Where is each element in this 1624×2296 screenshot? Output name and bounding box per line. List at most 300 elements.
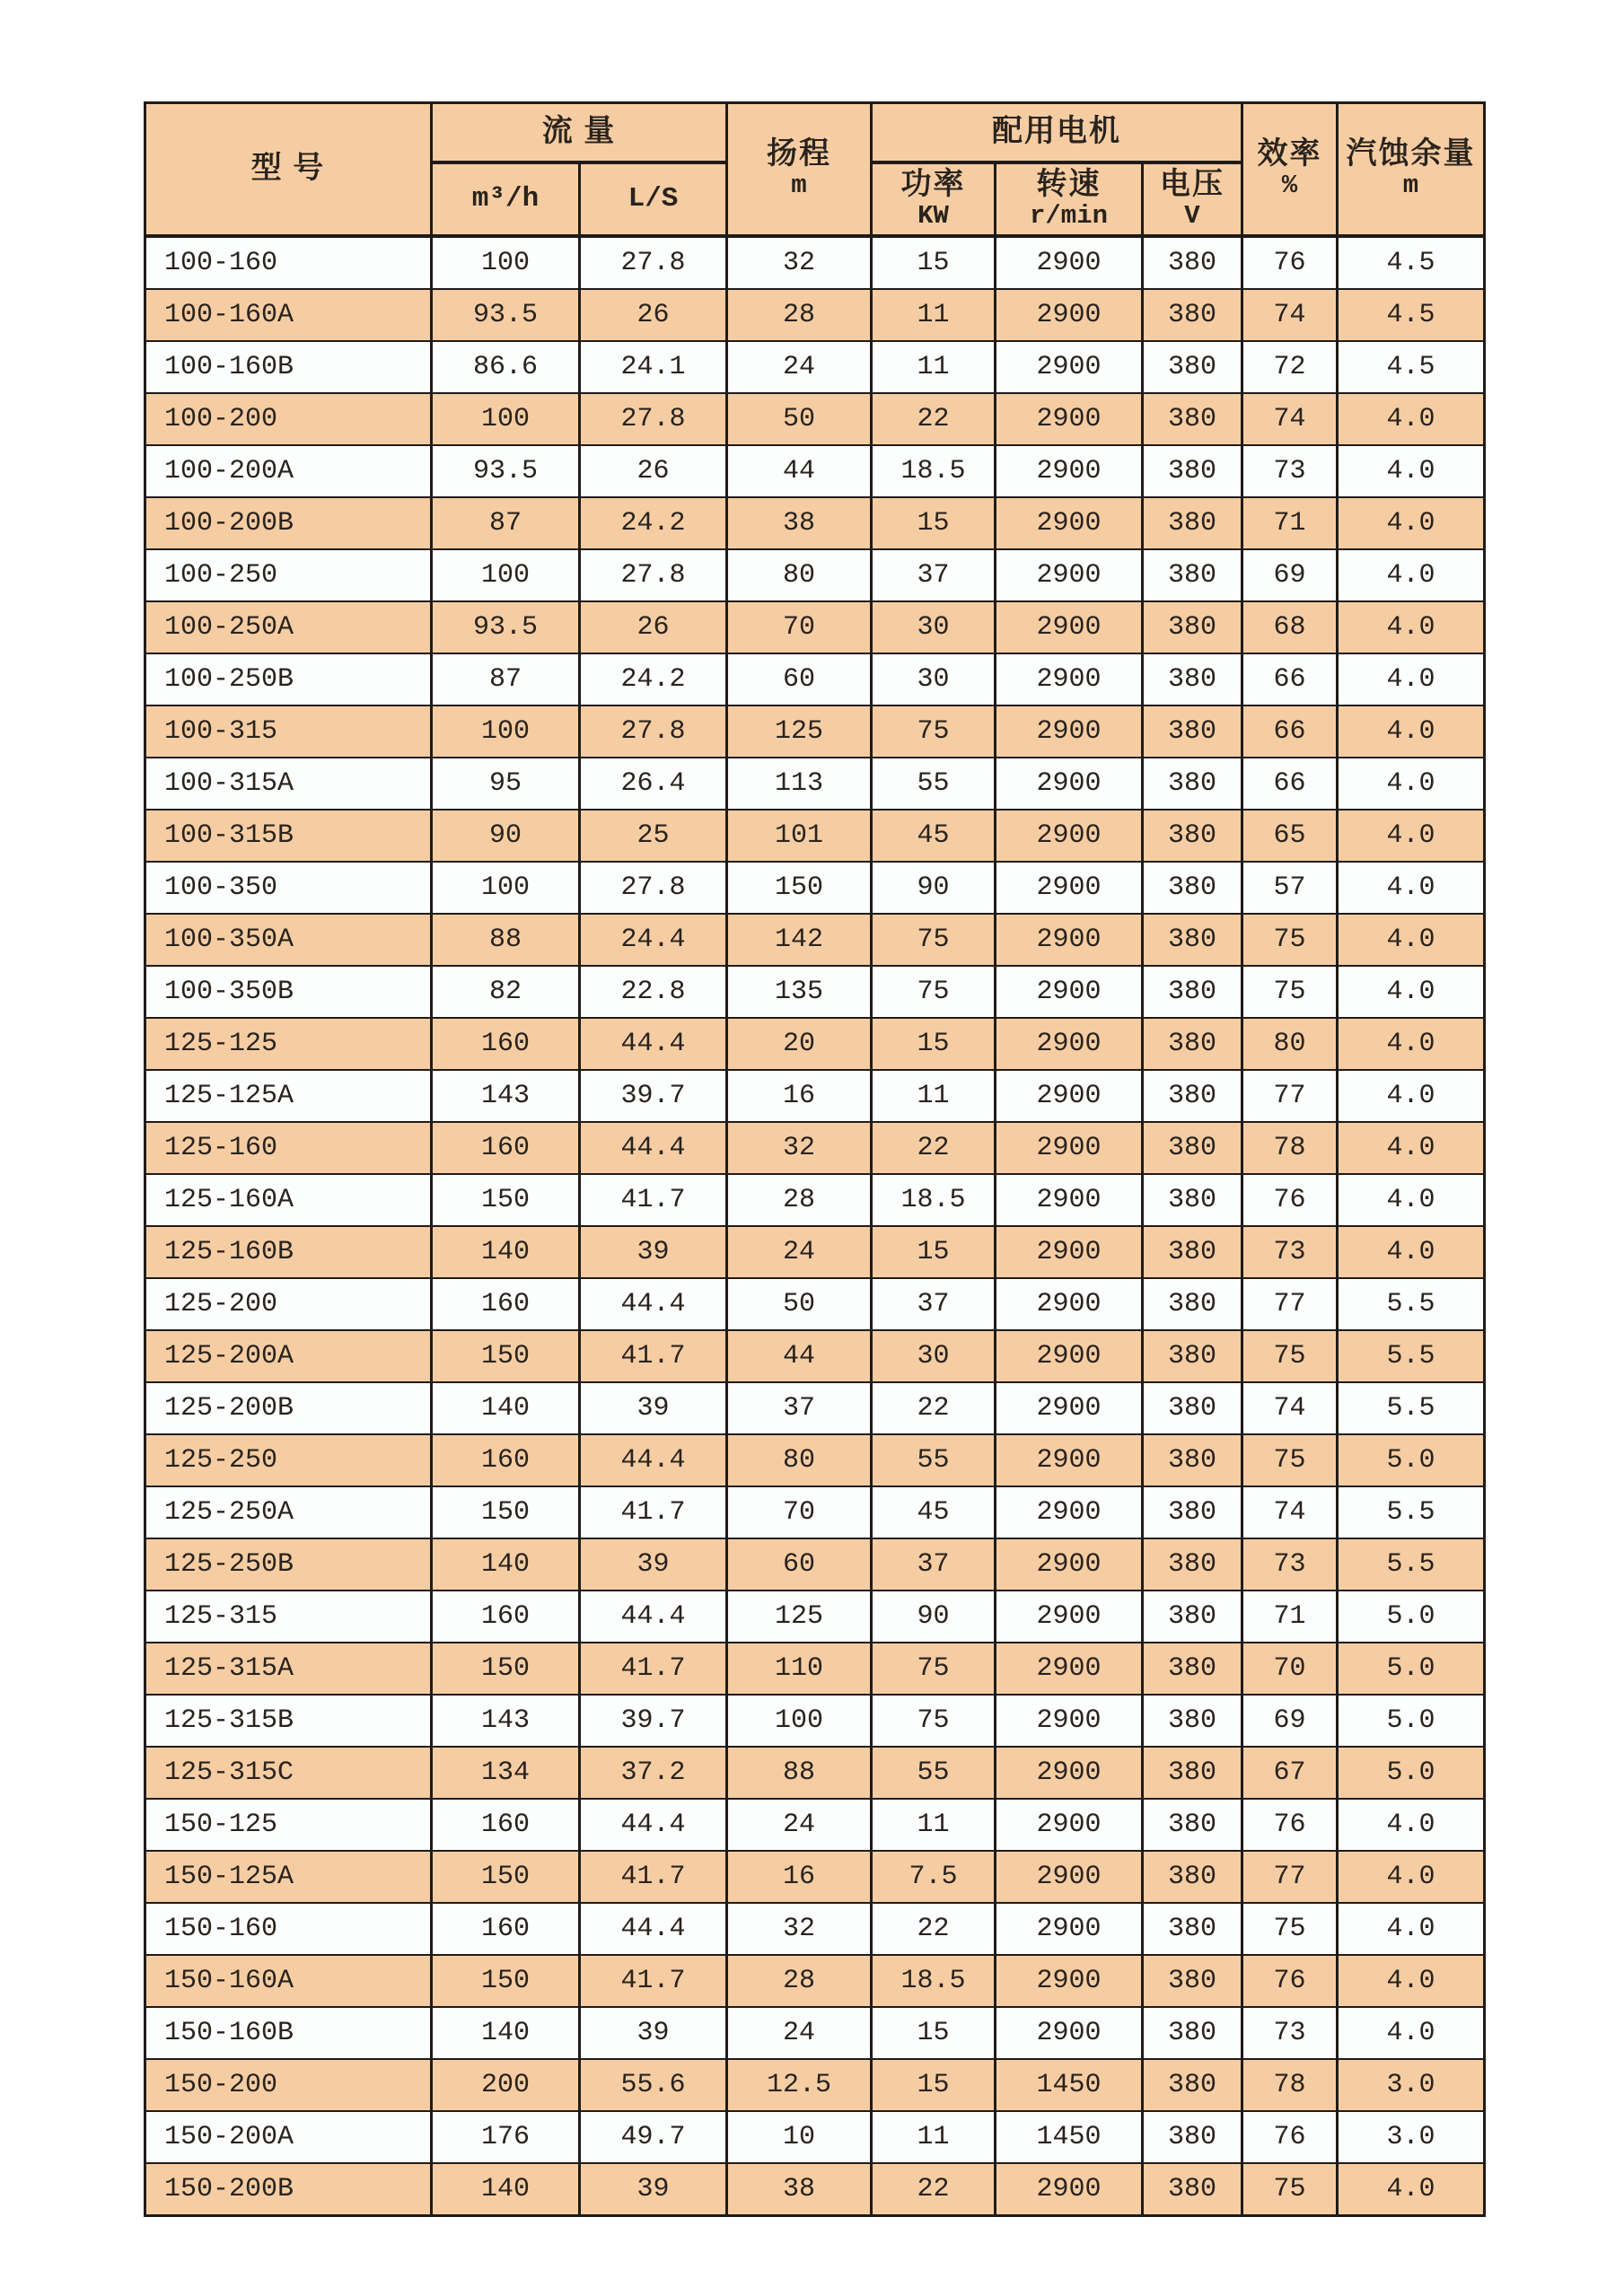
value-cell: 160 bbox=[432, 1122, 580, 1174]
value-cell: 135 bbox=[727, 966, 872, 1018]
value-cell: 150 bbox=[432, 1955, 580, 2007]
value-cell: 60 bbox=[727, 1538, 872, 1591]
value-cell: 32 bbox=[727, 1122, 872, 1174]
head-unit-label: m bbox=[791, 171, 807, 201]
value-cell: 2900 bbox=[996, 1903, 1143, 1955]
value-cell: 380 bbox=[1143, 1330, 1242, 1382]
value-cell: 380 bbox=[1143, 236, 1242, 289]
model-cell: 125-200A bbox=[145, 1330, 432, 1382]
model-cell: 125-160B bbox=[145, 1226, 432, 1278]
table-row bbox=[145, 341, 1485, 393]
value-cell: 150 bbox=[432, 1174, 580, 1226]
model-cell: 125-315C bbox=[145, 1747, 432, 1799]
value-cell: 49.7 bbox=[580, 2111, 727, 2163]
value-cell: 65 bbox=[1242, 810, 1338, 862]
model-cell: 100-250 bbox=[145, 549, 432, 601]
value-cell: 1450 bbox=[996, 2059, 1143, 2111]
value-cell: 41.7 bbox=[580, 1851, 727, 1903]
value-cell: 37 bbox=[872, 549, 996, 601]
value-cell: 39 bbox=[580, 1382, 727, 1434]
value-cell: 28 bbox=[727, 289, 872, 341]
value-cell: 50 bbox=[727, 393, 872, 445]
value-cell: 22.8 bbox=[580, 966, 727, 1018]
value-cell: 4.5 bbox=[1338, 289, 1485, 341]
value-cell: 143 bbox=[432, 1070, 580, 1122]
value-cell: 2900 bbox=[996, 497, 1143, 549]
value-cell: 37 bbox=[872, 1278, 996, 1330]
voltage-label: 电压 bbox=[1160, 167, 1225, 201]
value-cell: 70 bbox=[727, 1486, 872, 1538]
value-cell: 22 bbox=[872, 1903, 996, 1955]
table-row bbox=[145, 1226, 1485, 1278]
value-cell: 4.0 bbox=[1338, 862, 1485, 914]
value-cell: 24.2 bbox=[580, 653, 727, 705]
value-cell: 76 bbox=[1242, 1174, 1338, 1226]
model-cell: 125-200 bbox=[145, 1278, 432, 1330]
value-cell: 2900 bbox=[996, 862, 1143, 914]
value-cell: 2900 bbox=[996, 1122, 1143, 1174]
value-cell: 68 bbox=[1242, 601, 1338, 653]
value-cell: 70 bbox=[727, 601, 872, 653]
value-cell: 4.0 bbox=[1338, 966, 1485, 1018]
model-cell: 150-125 bbox=[145, 1799, 432, 1851]
value-cell: 75 bbox=[1242, 1434, 1338, 1486]
value-cell: 69 bbox=[1242, 549, 1338, 601]
value-cell: 160 bbox=[432, 1434, 580, 1486]
value-cell: 74 bbox=[1242, 1486, 1338, 1538]
value-cell: 16 bbox=[727, 1070, 872, 1122]
table-row bbox=[145, 1174, 1485, 1226]
value-cell: 72 bbox=[1242, 341, 1338, 393]
model-cell: 100-200B bbox=[145, 497, 432, 549]
value-cell: 2900 bbox=[996, 1591, 1143, 1643]
value-cell: 26 bbox=[580, 601, 727, 653]
value-cell: 380 bbox=[1143, 810, 1242, 862]
value-cell: 176 bbox=[432, 2111, 580, 2163]
value-cell: 380 bbox=[1143, 862, 1242, 914]
value-cell: 380 bbox=[1143, 758, 1242, 810]
value-cell: 80 bbox=[1242, 1018, 1338, 1070]
model-cell: 100-200 bbox=[145, 393, 432, 445]
value-cell: 60 bbox=[727, 653, 872, 705]
value-cell: 90 bbox=[872, 862, 996, 914]
model-cell: 125-315 bbox=[145, 1591, 432, 1643]
model-cell: 100-160A bbox=[145, 289, 432, 341]
model-cell: 100-250A bbox=[145, 601, 432, 653]
value-cell: 380 bbox=[1143, 1955, 1242, 2007]
head-label: 扬程 bbox=[767, 137, 831, 171]
value-cell: 2900 bbox=[996, 549, 1143, 601]
value-cell: 32 bbox=[727, 1903, 872, 1955]
value-cell: 75 bbox=[872, 914, 996, 966]
value-cell: 39.7 bbox=[580, 1070, 727, 1122]
value-cell: 4.0 bbox=[1338, 1903, 1485, 1955]
value-cell: 2900 bbox=[996, 445, 1143, 497]
value-cell: 86.6 bbox=[432, 341, 580, 393]
value-cell: 160 bbox=[432, 1018, 580, 1070]
table-row bbox=[145, 1382, 1485, 1434]
value-cell: 380 bbox=[1143, 445, 1242, 497]
model-cell: 100-350A bbox=[145, 914, 432, 966]
model-cell: 100-160 bbox=[145, 236, 432, 289]
model-cell: 100-350 bbox=[145, 862, 432, 914]
efficiency-unit-label: % bbox=[1281, 171, 1298, 201]
table-row bbox=[145, 393, 1485, 445]
speed-unit-label: r/min bbox=[1029, 200, 1108, 231]
table-row bbox=[145, 236, 1485, 289]
value-cell: 39 bbox=[580, 2007, 727, 2059]
table-row bbox=[145, 2111, 1485, 2163]
value-cell: 88 bbox=[432, 914, 580, 966]
value-cell: 140 bbox=[432, 1226, 580, 1278]
value-cell: 27.8 bbox=[580, 549, 727, 601]
speed-label: 转速 bbox=[1036, 167, 1102, 201]
value-cell: 28 bbox=[727, 1955, 872, 2007]
table-row bbox=[145, 810, 1485, 862]
value-cell: 380 bbox=[1143, 914, 1242, 966]
value-cell: 4.0 bbox=[1338, 653, 1485, 705]
value-cell: 44.4 bbox=[580, 1122, 727, 1174]
table-row bbox=[145, 1486, 1485, 1538]
value-cell: 2900 bbox=[996, 810, 1143, 862]
value-cell: 2900 bbox=[996, 2007, 1143, 2059]
value-cell: 3.0 bbox=[1338, 2059, 1485, 2111]
value-cell: 24.1 bbox=[580, 341, 727, 393]
value-cell: 4.0 bbox=[1338, 1226, 1485, 1278]
efficiency-label: 效率 bbox=[1257, 137, 1322, 171]
model-cell: 150-200A bbox=[145, 2111, 432, 2163]
value-cell: 160 bbox=[432, 1903, 580, 1955]
model-cell: 100-250B bbox=[145, 653, 432, 705]
value-cell: 380 bbox=[1143, 1903, 1242, 1955]
col-header-power bbox=[872, 162, 996, 236]
col-header-flow-ls bbox=[580, 162, 727, 236]
table-row bbox=[145, 705, 1485, 758]
value-cell: 12.5 bbox=[727, 2059, 872, 2111]
value-cell: 15 bbox=[872, 2059, 996, 2111]
model-cell: 125-125 bbox=[145, 1018, 432, 1070]
model-cell: 125-250 bbox=[145, 1434, 432, 1486]
value-cell: 150 bbox=[432, 1851, 580, 1903]
value-cell: 41.7 bbox=[580, 1486, 727, 1538]
table-row bbox=[145, 549, 1485, 601]
value-cell: 67 bbox=[1242, 1747, 1338, 1799]
value-cell: 380 bbox=[1143, 1174, 1242, 1226]
value-cell: 11 bbox=[872, 2111, 996, 2163]
value-cell: 82 bbox=[432, 966, 580, 1018]
value-cell: 75 bbox=[872, 966, 996, 1018]
value-cell: 380 bbox=[1143, 341, 1242, 393]
model-cell: 100-160B bbox=[145, 341, 432, 393]
value-cell: 380 bbox=[1143, 497, 1242, 549]
model-cell: 150-160 bbox=[145, 1903, 432, 1955]
value-cell: 380 bbox=[1143, 1226, 1242, 1278]
value-cell: 24.2 bbox=[580, 497, 727, 549]
table-row bbox=[145, 1591, 1485, 1643]
value-cell: 380 bbox=[1143, 2059, 1242, 2111]
value-cell: 66 bbox=[1242, 758, 1338, 810]
value-cell: 28 bbox=[727, 1174, 872, 1226]
value-cell: 44.4 bbox=[580, 1591, 727, 1643]
power-unit-label: KW bbox=[917, 200, 949, 231]
value-cell: 44.4 bbox=[580, 1278, 727, 1330]
table-row bbox=[145, 966, 1485, 1018]
value-cell: 90 bbox=[432, 810, 580, 862]
value-cell: 39.7 bbox=[580, 1695, 727, 1747]
value-cell: 2900 bbox=[996, 601, 1143, 653]
value-cell: 2900 bbox=[996, 1330, 1143, 1382]
table-row bbox=[145, 1122, 1485, 1174]
value-cell: 4.0 bbox=[1338, 497, 1485, 549]
model-cell: 125-250B bbox=[145, 1538, 432, 1591]
value-cell: 140 bbox=[432, 1382, 580, 1434]
model-cell: 125-315B bbox=[145, 1695, 432, 1747]
value-cell: 4.0 bbox=[1338, 1955, 1485, 2007]
value-cell: 25 bbox=[580, 810, 727, 862]
value-cell: 77 bbox=[1242, 1070, 1338, 1122]
value-cell: 24 bbox=[727, 341, 872, 393]
table-row bbox=[145, 2059, 1485, 2111]
value-cell: 380 bbox=[1143, 1695, 1242, 1747]
value-cell: 69 bbox=[1242, 1695, 1338, 1747]
value-cell: 100 bbox=[432, 862, 580, 914]
value-cell: 380 bbox=[1143, 966, 1242, 1018]
value-cell: 26 bbox=[580, 289, 727, 341]
value-cell: 2900 bbox=[996, 341, 1143, 393]
value-cell: 4.0 bbox=[1338, 1018, 1485, 1070]
value-cell: 39 bbox=[580, 2163, 727, 2216]
model-cell: 100-315B bbox=[145, 810, 432, 862]
value-cell: 16 bbox=[727, 1851, 872, 1903]
value-cell: 76 bbox=[1242, 2111, 1338, 2163]
npsh-unit-label: m bbox=[1402, 171, 1419, 201]
value-cell: 113 bbox=[727, 758, 872, 810]
value-cell: 11 bbox=[872, 1799, 996, 1851]
pump-spec-table bbox=[144, 101, 1486, 2217]
npsh-label: 汽蚀余量 bbox=[1346, 137, 1476, 171]
model-cell: 125-315A bbox=[145, 1643, 432, 1695]
value-cell: 150 bbox=[432, 1643, 580, 1695]
power-label: 功率 bbox=[900, 167, 966, 201]
value-cell: 77 bbox=[1242, 1851, 1338, 1903]
col-header-model bbox=[145, 103, 432, 237]
value-cell: 57 bbox=[1242, 862, 1338, 914]
value-cell: 37 bbox=[727, 1382, 872, 1434]
value-cell: 5.5 bbox=[1338, 1278, 1485, 1330]
value-cell: 380 bbox=[1143, 705, 1242, 758]
value-cell: 160 bbox=[432, 1799, 580, 1851]
value-cell: 2900 bbox=[996, 914, 1143, 966]
value-cell: 93.5 bbox=[432, 289, 580, 341]
value-cell: 24 bbox=[727, 1226, 872, 1278]
model-cell: 125-250A bbox=[145, 1486, 432, 1538]
model-cell: 150-160B bbox=[145, 2007, 432, 2059]
value-cell: 75 bbox=[1242, 1903, 1338, 1955]
value-cell: 2900 bbox=[996, 1278, 1143, 1330]
value-cell: 71 bbox=[1242, 497, 1338, 549]
value-cell: 90 bbox=[872, 1591, 996, 1643]
value-cell: 2900 bbox=[996, 393, 1143, 445]
value-cell: 27.8 bbox=[580, 236, 727, 289]
value-cell: 75 bbox=[1242, 966, 1338, 1018]
value-cell: 5.5 bbox=[1338, 1330, 1485, 1382]
table-row bbox=[145, 1799, 1485, 1851]
value-cell: 4.0 bbox=[1338, 393, 1485, 445]
value-cell: 125 bbox=[727, 705, 872, 758]
table-row bbox=[145, 1643, 1485, 1695]
value-cell: 380 bbox=[1143, 1278, 1242, 1330]
value-cell: 88 bbox=[727, 1747, 872, 1799]
value-cell: 75 bbox=[872, 1695, 996, 1747]
value-cell: 380 bbox=[1143, 1018, 1242, 1070]
table-row bbox=[145, 2007, 1485, 2059]
value-cell: 5.0 bbox=[1338, 1643, 1485, 1695]
value-cell: 27.8 bbox=[580, 862, 727, 914]
value-cell: 30 bbox=[872, 601, 996, 653]
value-cell: 380 bbox=[1143, 1434, 1242, 1486]
value-cell: 11 bbox=[872, 341, 996, 393]
table-row bbox=[145, 601, 1485, 653]
table-row bbox=[145, 1851, 1485, 1903]
value-cell: 4.5 bbox=[1338, 236, 1485, 289]
value-cell: 380 bbox=[1143, 289, 1242, 341]
table-row bbox=[145, 1955, 1485, 2007]
model-cell: 125-160 bbox=[145, 1122, 432, 1174]
value-cell: 44.4 bbox=[580, 1434, 727, 1486]
value-cell: 4.0 bbox=[1338, 810, 1485, 862]
value-cell: 2900 bbox=[996, 1538, 1143, 1591]
value-cell: 78 bbox=[1242, 2059, 1338, 2111]
value-cell: 39 bbox=[580, 1226, 727, 1278]
table-row bbox=[145, 653, 1485, 705]
value-cell: 73 bbox=[1242, 1226, 1338, 1278]
value-cell: 73 bbox=[1242, 445, 1338, 497]
value-cell: 100 bbox=[727, 1695, 872, 1747]
col-header-npsh bbox=[1338, 103, 1485, 237]
value-cell: 74 bbox=[1242, 289, 1338, 341]
table-row bbox=[145, 1695, 1485, 1747]
value-cell: 27.8 bbox=[580, 393, 727, 445]
value-cell: 38 bbox=[727, 497, 872, 549]
value-cell: 24 bbox=[727, 2007, 872, 2059]
table-row bbox=[145, 862, 1485, 914]
col-header-speed bbox=[996, 162, 1143, 236]
value-cell: 5.0 bbox=[1338, 1434, 1485, 1486]
value-cell: 75 bbox=[872, 1643, 996, 1695]
value-cell: 44.4 bbox=[580, 1903, 727, 1955]
value-cell: 1450 bbox=[996, 2111, 1143, 2163]
value-cell: 4.0 bbox=[1338, 2163, 1485, 2216]
table-row bbox=[145, 758, 1485, 810]
value-cell: 75 bbox=[872, 705, 996, 758]
value-cell: 45 bbox=[872, 810, 996, 862]
value-cell: 101 bbox=[727, 810, 872, 862]
value-cell: 87 bbox=[432, 497, 580, 549]
value-cell: 44 bbox=[727, 445, 872, 497]
value-cell: 4.0 bbox=[1338, 914, 1485, 966]
value-cell: 55 bbox=[872, 1747, 996, 1799]
value-cell: 380 bbox=[1143, 2163, 1242, 2216]
value-cell: 5.0 bbox=[1338, 1747, 1485, 1799]
table-row bbox=[145, 1747, 1485, 1799]
flow-m3h-label: m³/h bbox=[471, 182, 540, 215]
value-cell: 110 bbox=[727, 1643, 872, 1695]
value-cell: 4.0 bbox=[1338, 445, 1485, 497]
table-row bbox=[145, 1434, 1485, 1486]
table-row bbox=[145, 445, 1485, 497]
value-cell: 80 bbox=[727, 1434, 872, 1486]
value-cell: 150 bbox=[432, 1330, 580, 1382]
value-cell: 27.8 bbox=[580, 705, 727, 758]
value-cell: 22 bbox=[872, 1122, 996, 1174]
value-cell: 100 bbox=[432, 549, 580, 601]
value-cell: 15 bbox=[872, 1226, 996, 1278]
value-cell: 100 bbox=[432, 236, 580, 289]
table-row bbox=[145, 497, 1485, 549]
value-cell: 18.5 bbox=[872, 1174, 996, 1226]
table-body bbox=[145, 236, 1485, 2216]
value-cell: 5.0 bbox=[1338, 1591, 1485, 1643]
col-header-voltage bbox=[1143, 162, 1242, 236]
value-cell: 95 bbox=[432, 758, 580, 810]
value-cell: 140 bbox=[432, 2163, 580, 2216]
value-cell: 4.0 bbox=[1338, 2007, 1485, 2059]
value-cell: 380 bbox=[1143, 2007, 1242, 2059]
value-cell: 380 bbox=[1143, 653, 1242, 705]
value-cell: 380 bbox=[1143, 1851, 1242, 1903]
value-cell: 5.0 bbox=[1338, 1695, 1485, 1747]
value-cell: 380 bbox=[1143, 1591, 1242, 1643]
value-cell: 93.5 bbox=[432, 445, 580, 497]
col-header-flow-m3h bbox=[432, 162, 580, 236]
value-cell: 2900 bbox=[996, 236, 1143, 289]
value-cell: 380 bbox=[1143, 1538, 1242, 1591]
value-cell: 93.5 bbox=[432, 601, 580, 653]
value-cell: 3.0 bbox=[1338, 2111, 1485, 2163]
value-cell: 75 bbox=[1242, 2163, 1338, 2216]
value-cell: 76 bbox=[1242, 236, 1338, 289]
motor-label: 配用电机 bbox=[992, 115, 1121, 149]
value-cell: 380 bbox=[1143, 1382, 1242, 1434]
value-cell: 41.7 bbox=[580, 1174, 727, 1226]
value-cell: 22 bbox=[872, 393, 996, 445]
model-label: 型 号 bbox=[250, 152, 326, 186]
value-cell: 2900 bbox=[996, 1382, 1143, 1434]
value-cell: 380 bbox=[1143, 601, 1242, 653]
col-header-head bbox=[727, 103, 872, 237]
value-cell: 2900 bbox=[996, 966, 1143, 1018]
value-cell: 2900 bbox=[996, 1226, 1143, 1278]
value-cell: 2900 bbox=[996, 1799, 1143, 1851]
value-cell: 5.5 bbox=[1338, 1382, 1485, 1434]
value-cell: 78 bbox=[1242, 1122, 1338, 1174]
value-cell: 76 bbox=[1242, 1955, 1338, 2007]
value-cell: 150 bbox=[727, 862, 872, 914]
value-cell: 4.0 bbox=[1338, 705, 1485, 758]
value-cell: 30 bbox=[872, 1330, 996, 1382]
value-cell: 160 bbox=[432, 1278, 580, 1330]
value-cell: 37.2 bbox=[580, 1747, 727, 1799]
value-cell: 160 bbox=[432, 1591, 580, 1643]
value-cell: 100 bbox=[432, 705, 580, 758]
value-cell: 70 bbox=[1242, 1643, 1338, 1695]
value-cell: 11 bbox=[872, 1070, 996, 1122]
value-cell: 143 bbox=[432, 1695, 580, 1747]
value-cell: 55 bbox=[872, 1434, 996, 1486]
value-cell: 5.5 bbox=[1338, 1486, 1485, 1538]
value-cell: 4.0 bbox=[1338, 1851, 1485, 1903]
value-cell: 24 bbox=[727, 1799, 872, 1851]
